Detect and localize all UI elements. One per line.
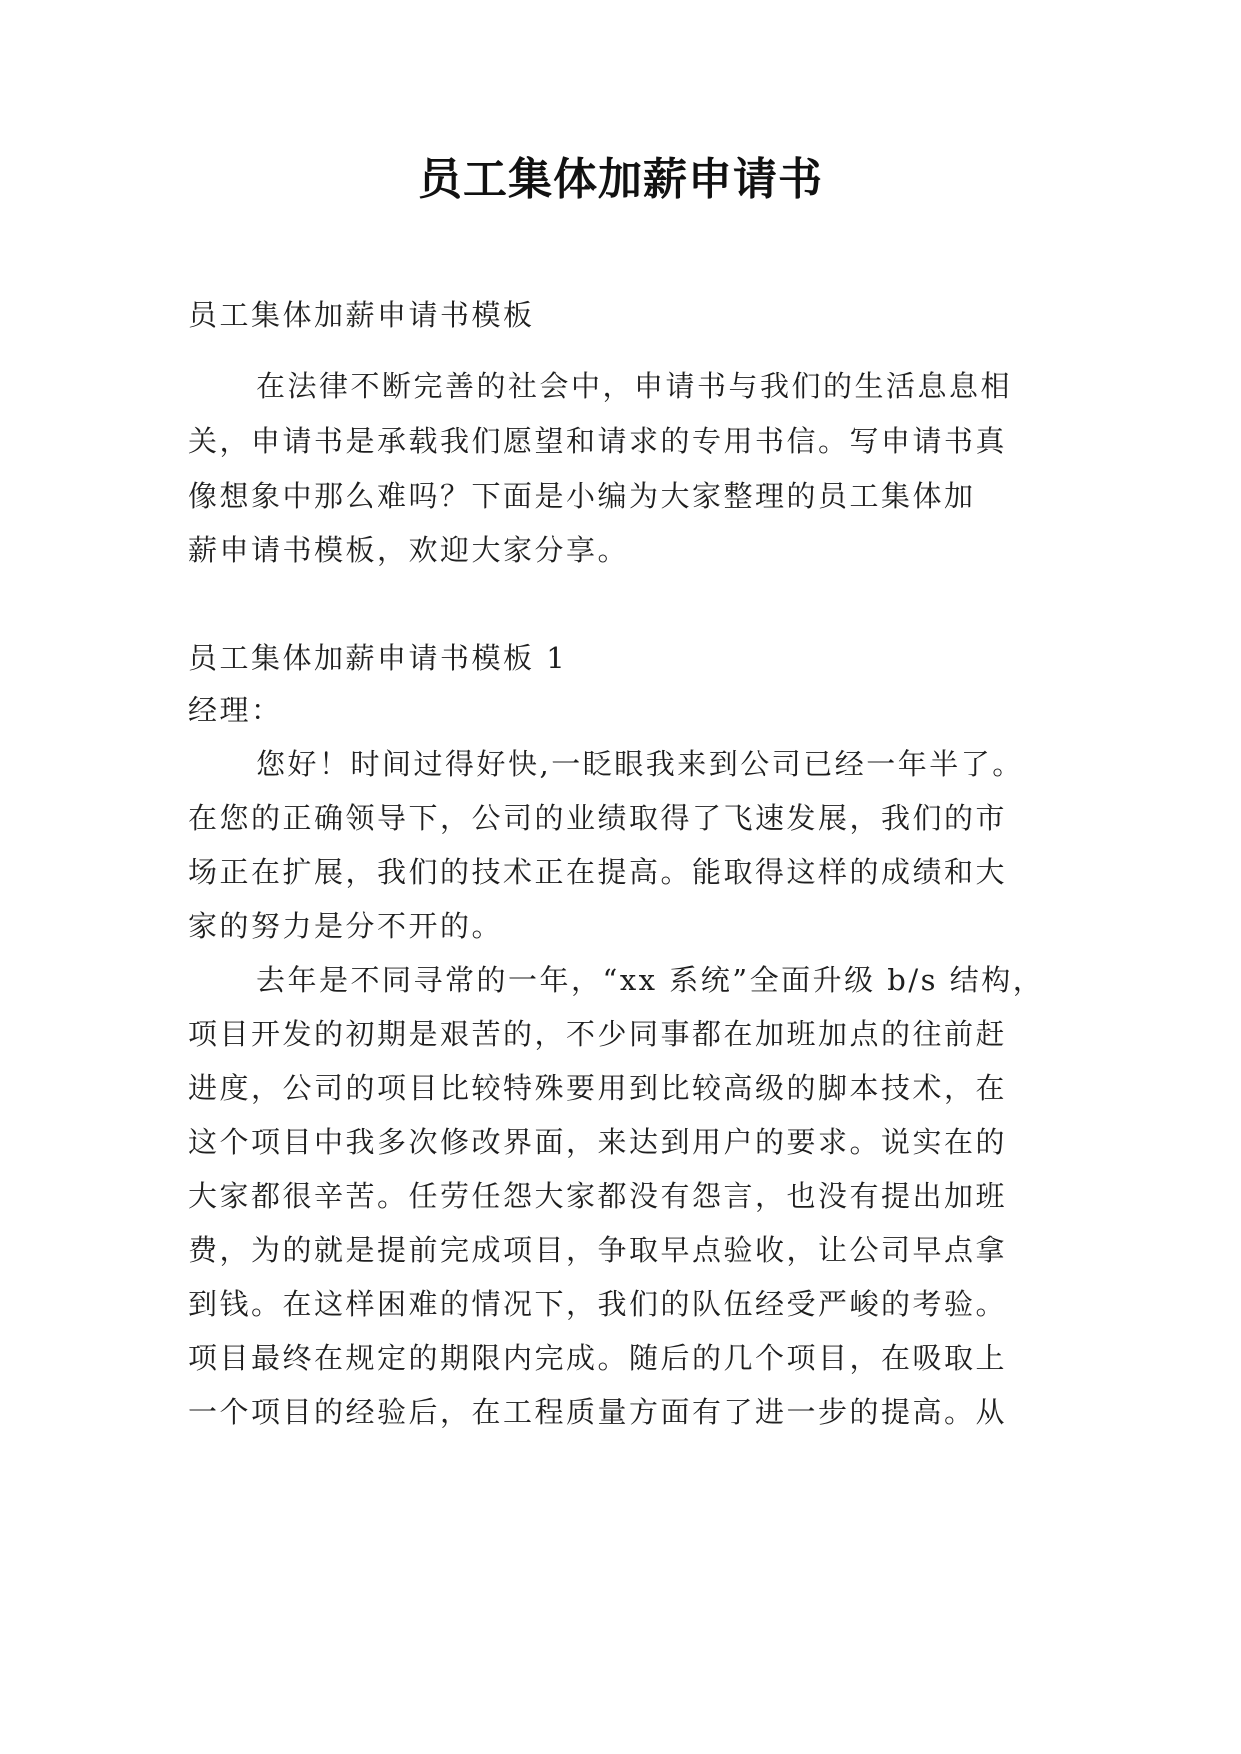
intro-line: 关，申请书是承载我们愿望和请求的专用书信。写申请书真 [188, 424, 1008, 458]
intro-line: 像想象中那么难吗？下面是小编为大家整理的员工集体加 [188, 479, 976, 513]
paragraph-line: 项目开发的初期是艰苦的，不少同事都在加班加点的往前赶 [188, 1017, 1008, 1051]
paragraph-line: 场正在扩展，我们的技术正在提高。能取得这样的成绩和大 [188, 855, 1008, 889]
paragraph-line: 去年是不同寻常的一年，“xx 系统”全面升级 b/s 结构， [256, 963, 1045, 997]
salutation: 经理： [188, 693, 283, 727]
paragraph-line: 到钱。在这样困难的情况下，我们的队伍经受严峻的考验。 [188, 1287, 1008, 1321]
intro-line: 在法律不断完善的社会中，申请书与我们的生活息息相 [256, 369, 1013, 403]
paragraph-line: 进度，公司的项目比较特殊要用到比较高级的脚本技术，在 [188, 1071, 1008, 1105]
paragraph-line: 家的努力是分不开的。 [188, 909, 504, 943]
paragraph-line: 费，为的就是提前完成项目，争取早点验收，让公司早点拿 [188, 1233, 1008, 1267]
paragraph-line: 一个项目的经验后，在工程质量方面有了进一步的提高。从 [188, 1395, 1008, 1429]
document-title: 员工集体加薪申请书 [418, 154, 823, 205]
paragraph-line: 在您的正确领导下，公司的业绩取得了飞速发展，我们的市 [188, 801, 1008, 835]
section-heading: 员工集体加薪申请书模板 1 [188, 641, 568, 675]
intro-line: 薪申请书模板，欢迎大家分享。 [188, 533, 630, 567]
paragraph-line: 您好！时间过得好快,一眨眼我来到公司已经一年半了。 [256, 747, 1024, 781]
paragraph-line: 项目最终在规定的期限内完成。随后的几个项目，在吸取上 [188, 1341, 1008, 1375]
paragraph-line: 大家都很辛苦。任劳任怨大家都没有怨言，也没有提出加班 [188, 1179, 1008, 1213]
document-subtitle: 员工集体加薪申请书模板 [188, 298, 535, 332]
paragraph-line: 这个项目中我多次修改界面，来达到用户的要求。说实在的 [188, 1125, 1008, 1159]
